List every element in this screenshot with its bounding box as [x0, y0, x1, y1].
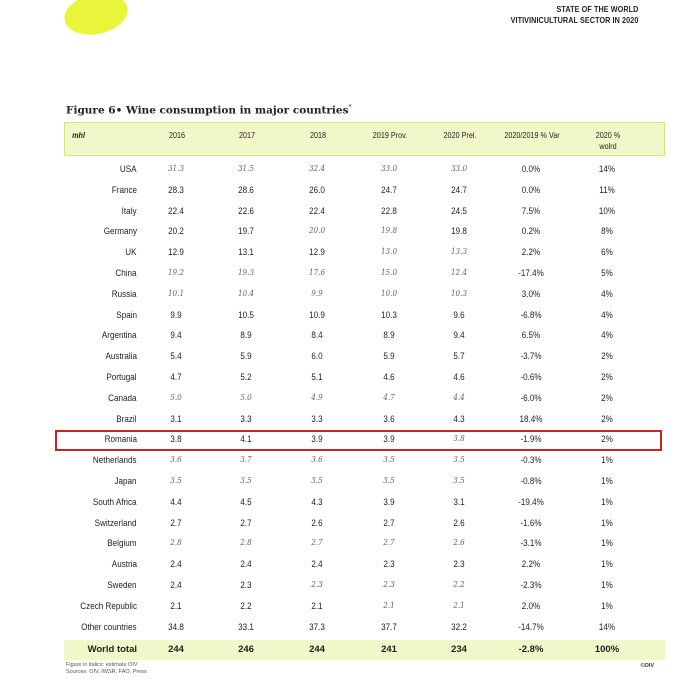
consumption-value: 12.4 [450, 268, 468, 278]
consumption-value: 2.7 [170, 517, 182, 529]
table-row [64, 202, 665, 223]
consumption-value: 5.0 [170, 392, 182, 403]
country-name: Belgium [107, 538, 137, 549]
consumption-value: 4.7 [170, 372, 182, 383]
country-name: South Africa [93, 496, 137, 507]
world-share-value: 1% [601, 600, 613, 612]
table-row [64, 493, 665, 514]
consumption-value: 3.9 [383, 496, 395, 508]
consumption-value: 2.4 [170, 580, 182, 591]
consumption-value: 26.0 [309, 184, 325, 196]
consumption-value: 2.2 [453, 580, 465, 590]
consumption-table [64, 122, 665, 660]
country-name: Czech Republic [80, 600, 137, 611]
world-share-value: 2% [601, 392, 613, 404]
consumption-value: 12.9 [309, 247, 325, 259]
variation-value: 0.2% [521, 226, 541, 238]
consumption-value: 3.5 [383, 476, 395, 486]
consumption-value: 3.8 [453, 434, 465, 445]
consumption-value: 4.6 [383, 372, 395, 383]
country-name: Netherlands [93, 455, 137, 466]
consumption-value: 33.0 [380, 164, 398, 174]
variation-value: 6.5% [521, 330, 541, 342]
world-share-value: 5% [601, 268, 613, 279]
consumption-value: 24.7 [381, 184, 397, 196]
consumption-value: 10.3 [381, 309, 397, 321]
world-share-value: 14% [598, 164, 616, 175]
variation-value: -0.8% [520, 476, 542, 487]
consumption-value: 20.2 [168, 226, 184, 238]
world-share-value: 14% [598, 621, 616, 633]
world-share-value: 1% [601, 538, 613, 550]
country-name: Sweden [107, 580, 137, 590]
table-row [64, 243, 665, 264]
variation-value: 18.4% [519, 413, 543, 425]
consumption-value: 2.1 [170, 600, 182, 612]
consumption-value: 5.9 [383, 351, 395, 363]
table-row [64, 368, 665, 389]
consumption-value: 19.8 [451, 226, 467, 238]
table-row [64, 555, 665, 576]
consumption-value: 3.7 [240, 455, 252, 466]
figure-title-footnote: * [348, 104, 352, 111]
country-name: Italy [122, 205, 137, 216]
consumption-value: 4.6 [453, 372, 465, 383]
country-name: Other countries [81, 621, 137, 632]
world-share-value: 4% [601, 330, 613, 342]
consumption-value: 3.5 [453, 455, 465, 466]
consumption-value: 31.3 [167, 164, 185, 174]
consumption-value: 3.8 [170, 434, 182, 446]
variation-value: -0.3% [520, 455, 542, 467]
total-2019: 241 [381, 644, 397, 655]
consumption-value: 3.5 [453, 476, 465, 486]
consumption-value: 22.8 [381, 205, 397, 217]
total-2020: 234 [451, 644, 467, 655]
variation-value: -1.9% [520, 434, 542, 446]
col-header-2017: 2017 [238, 130, 256, 140]
variation-value: 7.5% [521, 205, 541, 217]
consumption-value: 31.5 [237, 164, 255, 174]
consumption-value: 3.3 [311, 413, 323, 425]
consumption-value: 12.9 [168, 247, 184, 259]
consumption-value: 19.7 [238, 226, 254, 238]
world-share-value: 4% [601, 309, 613, 321]
country-name: China [115, 268, 137, 278]
country-name: Austria [111, 559, 137, 570]
consumption-value: 10.1 [167, 288, 185, 299]
report-title-line2: VITIVINICULTURAL SECTOR IN 2020 [510, 15, 638, 25]
consumption-value: 19.8 [380, 226, 398, 237]
table-row [64, 347, 665, 368]
consumption-value: 3.5 [383, 455, 395, 466]
world-share-value: 8% [601, 226, 613, 238]
consumption-value: 2.7 [383, 517, 395, 529]
world-share-value: 10% [598, 205, 616, 217]
consumption-value: 2.3 [453, 559, 465, 571]
total-2017: 246 [238, 644, 254, 655]
col-header-2016: 2016 [168, 130, 186, 140]
consumption-value: 4.5 [240, 496, 252, 508]
footnotes [66, 662, 147, 676]
report-title [510, 4, 638, 26]
country-name: Japan [114, 476, 137, 486]
consumption-value: 5.9 [240, 351, 252, 363]
consumption-value: 10.9 [309, 309, 325, 321]
col-header-2020: 2020 Prel. [443, 130, 477, 140]
consumption-value: 4.3 [311, 496, 323, 508]
consumption-value: 4.3 [453, 413, 465, 425]
consumption-value: 3.9 [311, 434, 323, 446]
total-2018: 244 [309, 644, 325, 655]
table-row [64, 576, 665, 597]
col-header-2019: 2019 Prov. [372, 130, 408, 140]
variation-value: -14.7% [518, 621, 544, 633]
world-share-value: 1% [601, 517, 613, 529]
country-name: Argentina [102, 330, 137, 341]
table-header [64, 122, 665, 156]
consumption-value: 19.3 [237, 268, 255, 278]
total-share: 100% [594, 644, 620, 655]
consumption-value: 2.6 [453, 517, 465, 529]
consumption-value: 3.6 [311, 455, 323, 466]
country-name: Australia [105, 351, 137, 362]
consumption-value: 4.4 [453, 392, 465, 403]
romania-highlight-box [55, 430, 662, 451]
consumption-value: 13.1 [238, 247, 254, 259]
country-name: Brazil [116, 413, 137, 424]
consumption-value: 8.9 [383, 330, 395, 342]
consumption-value: 2.3 [383, 559, 395, 571]
col-header-share: 2020 % wolrd [595, 130, 621, 151]
consumption-value: 5.7 [453, 351, 465, 363]
consumption-value: 33.1 [238, 621, 254, 633]
consumption-value: 10.5 [238, 309, 254, 321]
decorative-yellow-blob [61, 0, 132, 40]
variation-value: -17.4% [518, 268, 544, 279]
variation-value: 0.0% [521, 164, 541, 175]
consumption-value: 3.1 [170, 413, 182, 425]
consumption-value: 2.4 [311, 559, 323, 571]
consumption-value: 28.3 [168, 184, 184, 196]
consumption-value: 2.1 [311, 600, 323, 612]
consumption-value: 9.4 [453, 330, 465, 342]
world-share-value: 1% [601, 496, 613, 508]
consumption-value: 9.9 [311, 288, 323, 299]
variation-value: -6.0% [520, 392, 542, 404]
consumption-value: 3.3 [240, 413, 252, 425]
world-share-value: 11% [599, 184, 615, 196]
country-name: Russia [112, 288, 137, 299]
table-row [64, 451, 665, 472]
footnote-estimate: Figure in italics: estimate OIV [66, 662, 138, 668]
consumption-value: 19.2 [167, 268, 185, 278]
variation-value: -6.8% [520, 309, 542, 321]
consumption-value: 15.0 [380, 268, 398, 278]
consumption-value: 2.8 [170, 538, 182, 549]
consumption-value: 2.8 [240, 538, 252, 549]
table-row [64, 264, 665, 285]
world-share-value: 2% [601, 434, 613, 446]
report-title-line1: STATE OF THE WORLD [556, 4, 638, 14]
consumption-value: 5.4 [170, 351, 182, 363]
consumption-value: 2.1 [383, 600, 395, 611]
consumption-value: 2.2 [240, 600, 252, 612]
consumption-value: 37.7 [381, 621, 397, 633]
world-share-value: 1% [601, 476, 613, 487]
table-row [64, 285, 665, 306]
consumption-value: 32.4 [308, 164, 326, 174]
variation-value: 2.2% [521, 247, 541, 259]
total-2016: 244 [168, 644, 184, 655]
variation-value: 0.0% [521, 184, 541, 196]
country-name: USA [120, 164, 137, 174]
consumption-value: 24.7 [451, 184, 467, 196]
world-share-value: 6% [601, 247, 613, 259]
footnote-sources: Sources: OIV, IWSR, FAO, Press [66, 669, 147, 675]
consumption-value: 2.1 [453, 600, 465, 611]
table-row [64, 160, 665, 181]
world-share-value: 1% [601, 580, 613, 591]
consumption-value: 3.5 [311, 476, 323, 486]
col-header-var: 2020/2019 % Var [504, 130, 560, 140]
consumption-value: 13.0 [380, 247, 398, 258]
country-name: Romania [104, 434, 137, 445]
world-share-value: 4% [601, 288, 613, 300]
consumption-value: 8.9 [240, 330, 252, 342]
consumption-value: 4.1 [240, 434, 252, 446]
table-row [64, 514, 665, 535]
consumption-value: 22.4 [309, 205, 325, 217]
consumption-value: 13.3 [450, 247, 468, 258]
total-label: World total [87, 644, 137, 655]
variation-value: -3.1% [520, 538, 542, 550]
world-share-value: 1% [601, 455, 613, 467]
table-row [64, 306, 665, 327]
variation-value: -1.6% [520, 517, 542, 529]
consumption-value: 34.8 [168, 621, 184, 633]
table-row [64, 410, 665, 431]
consumption-value: 20.0 [308, 226, 326, 237]
consumption-value: 2.3 [311, 580, 323, 590]
variation-value: 2.0% [521, 600, 541, 612]
consumption-value: 17.6 [308, 268, 326, 278]
consumption-value: 8.4 [311, 330, 323, 342]
col-header-2018: 2018 [309, 130, 327, 140]
consumption-value: 2.6 [311, 517, 323, 529]
country-name: France [111, 184, 137, 195]
total-var: -2.8% [518, 644, 544, 655]
table-row [64, 534, 665, 555]
variation-value: -3.7% [520, 351, 542, 363]
table-row [64, 618, 665, 639]
consumption-value: 33.0 [450, 164, 468, 174]
consumption-value: 5.0 [240, 392, 252, 403]
figure-title-text: Figure 6• Wine consumption in major countries [66, 104, 349, 117]
table-row [64, 389, 665, 410]
unit-label: mhl [72, 130, 85, 140]
country-name: UK [125, 247, 137, 258]
oiv-logo: ©OIV [640, 663, 654, 669]
consumption-value: 6.0 [311, 351, 323, 363]
consumption-value: 10.4 [237, 288, 255, 299]
table-row [64, 222, 665, 243]
consumption-value: 37.3 [309, 621, 325, 633]
consumption-value: 28.6 [238, 184, 254, 196]
world-share-value: 1% [601, 559, 613, 571]
variation-value: -2.3% [520, 580, 542, 591]
consumption-value: 22.4 [168, 205, 184, 217]
consumption-value: 3.1 [453, 496, 465, 508]
country-name: Portugal [106, 372, 137, 382]
consumption-value: 10.3 [450, 288, 468, 299]
consumption-value: 3.5 [240, 476, 252, 486]
consumption-value: 10.0 [380, 288, 398, 299]
consumption-value: 2.6 [453, 538, 465, 549]
variation-value: 3.0% [521, 288, 541, 300]
consumption-value: 2.7 [383, 538, 395, 549]
consumption-value: 5.2 [240, 372, 252, 383]
country-name: Switzerland [95, 517, 137, 528]
consumption-value: 2.3 [383, 580, 395, 590]
total-row [64, 640, 665, 660]
consumption-value: 9.9 [170, 309, 182, 321]
consumption-value: 32.2 [451, 621, 467, 633]
consumption-value: 2.7 [240, 517, 252, 529]
variation-value: -0.6% [520, 372, 542, 383]
table-row [64, 326, 665, 347]
variation-value: -19.4% [518, 496, 544, 508]
consumption-value: 4.7 [383, 392, 395, 403]
consumption-value: 9.6 [453, 309, 465, 321]
world-share-value: 2% [601, 351, 613, 363]
table-row [64, 472, 665, 493]
variation-value: 2.2% [521, 559, 541, 571]
consumption-value: 5.1 [311, 372, 323, 383]
consumption-value: 9.4 [170, 330, 182, 342]
consumption-value: 3.6 [383, 413, 395, 425]
world-share-value: 2% [601, 372, 613, 383]
consumption-value: 4.4 [170, 496, 182, 508]
consumption-value: 24.5 [451, 205, 467, 217]
table-row [64, 597, 665, 618]
country-name: Germany [103, 226, 137, 237]
country-name: Spain [116, 309, 137, 320]
figure-title [66, 104, 352, 117]
table-row [64, 181, 665, 202]
consumption-value: 3.6 [170, 455, 182, 466]
consumption-value: 3.5 [170, 476, 182, 486]
world-share-value: 2% [601, 413, 613, 425]
consumption-value: 4.9 [311, 392, 323, 403]
consumption-value: 2.7 [311, 538, 323, 549]
consumption-value: 3.9 [383, 434, 395, 446]
country-name: Canada [108, 392, 137, 403]
consumption-value: 22.6 [238, 205, 254, 217]
consumption-value: 2.3 [240, 580, 252, 591]
consumption-value: 2.4 [170, 559, 182, 571]
consumption-value: 2.4 [240, 559, 252, 571]
